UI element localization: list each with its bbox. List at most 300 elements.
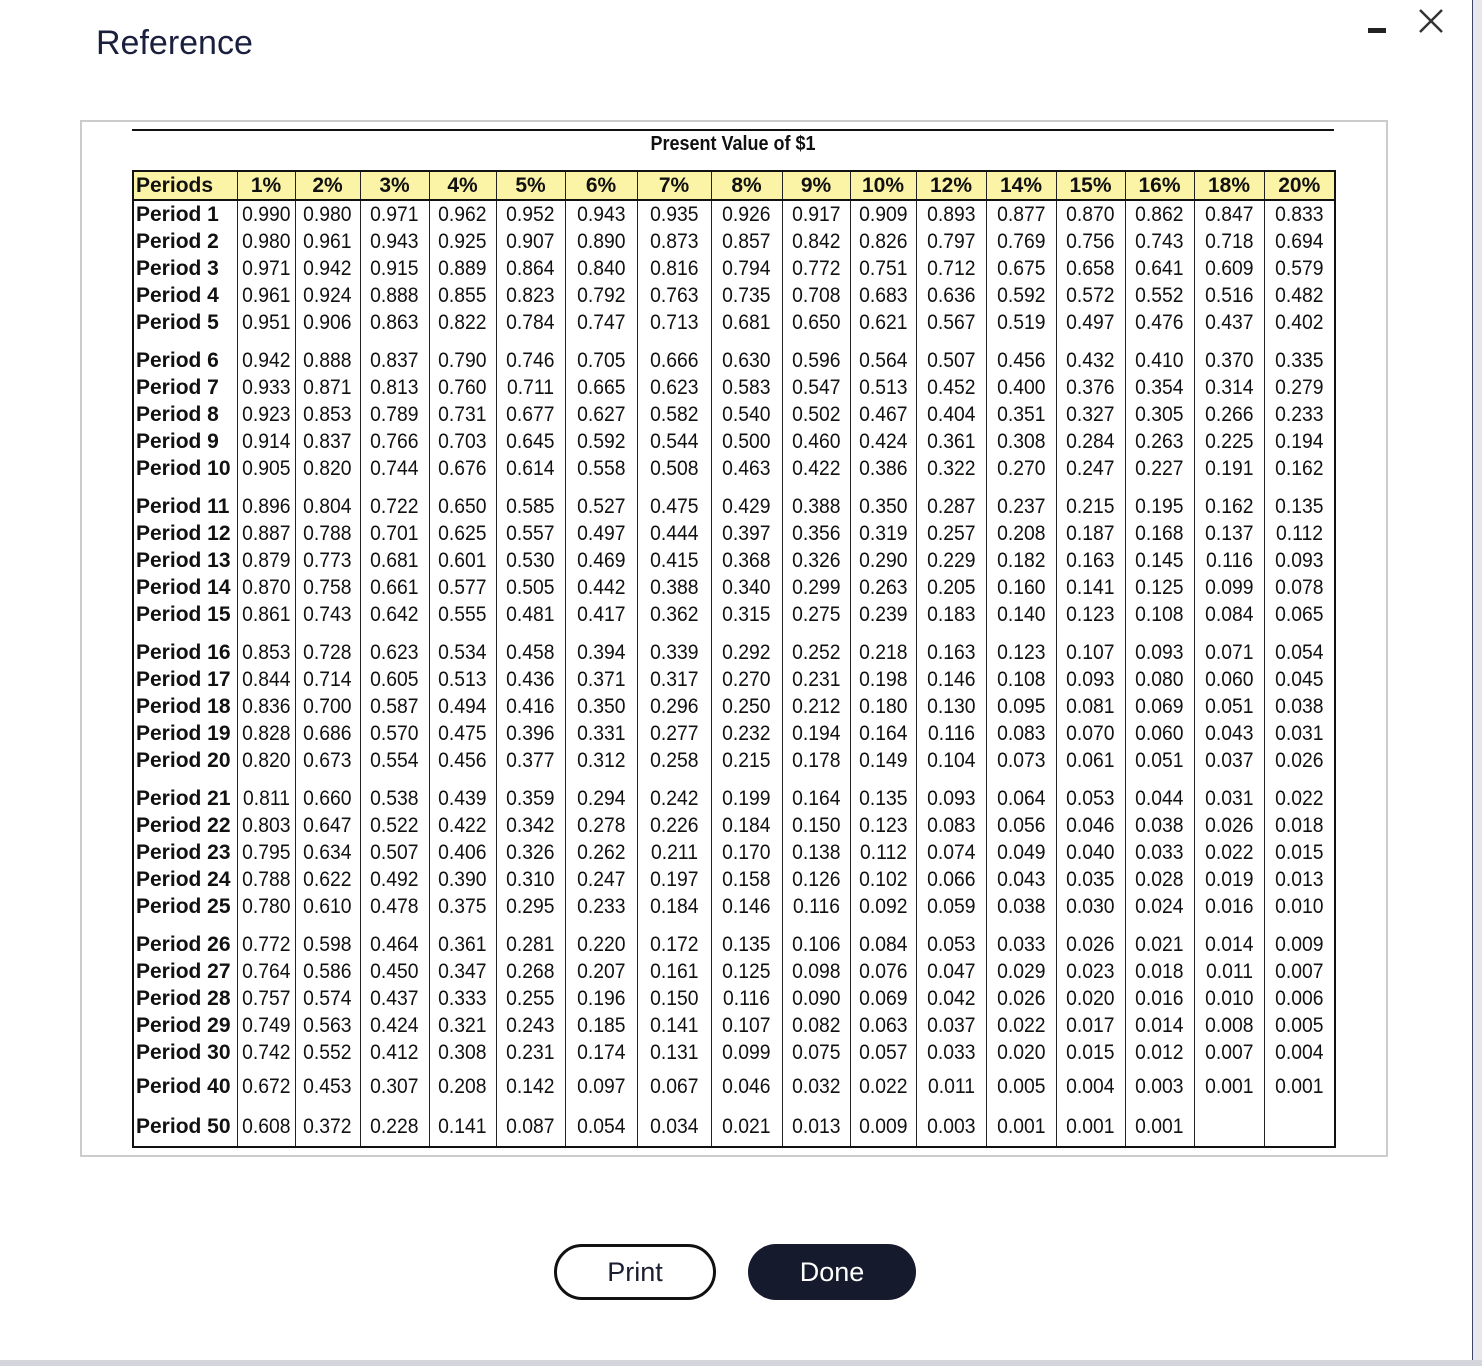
cell-value: 0.001: [1204, 1074, 1254, 1098]
table-cell: [782, 893, 850, 920]
cell-value: 0.675: [996, 257, 1046, 280]
table-cell: [429, 401, 496, 428]
table-cell: [986, 1106, 1056, 1147]
table-cell: [295, 812, 360, 839]
cell-value: 0.141: [649, 1014, 699, 1037]
cell-value: 0.032: [791, 1074, 841, 1098]
table-cell: [986, 455, 1056, 482]
cell-value: 0.116: [927, 722, 975, 745]
table-cell: [429, 601, 496, 628]
table-cell: [295, 628, 360, 666]
period-label: Period 17: [136, 668, 231, 691]
table-cell: [496, 255, 565, 282]
cell-value: 0.237: [996, 495, 1046, 518]
table-cell: [360, 747, 429, 774]
table-cell: [1125, 812, 1194, 839]
cell-value: 0.061: [1066, 749, 1115, 772]
cell-value: 0.126: [791, 868, 841, 891]
table-cell: [360, 309, 429, 336]
table-cell: [782, 455, 850, 482]
table-cell: [565, 1106, 637, 1147]
table-cell: [295, 774, 360, 812]
cell-value: 0.022: [996, 1014, 1046, 1037]
table-cell: [711, 839, 782, 866]
cell-value: 0.826: [858, 230, 908, 253]
column-header-rate: 9%: [782, 171, 850, 200]
cell-value: 0.887: [241, 522, 291, 545]
cell-value: 0.400: [996, 376, 1046, 399]
table-cell: [782, 547, 850, 574]
cell-value: 0.146: [926, 668, 976, 691]
table-cell: [1264, 455, 1335, 482]
cell-value: 0.033: [1135, 841, 1184, 864]
cell-value: 0.004: [1275, 1041, 1324, 1064]
cell-value: 0.961: [303, 230, 352, 253]
table-cell: [1194, 628, 1264, 666]
table-cell: [782, 666, 850, 693]
cell-value: 0.572: [1066, 284, 1115, 307]
table-cell: [1125, 693, 1194, 720]
table-cell: [295, 282, 360, 309]
cell-value: 0.361: [926, 430, 976, 453]
cell-value: 0.558: [576, 457, 626, 480]
cell-value: 0.001: [996, 1114, 1046, 1138]
table-cell: [782, 1106, 850, 1147]
cell-value: 0.735: [722, 284, 771, 307]
cell-value: 0.034: [649, 1114, 699, 1138]
table-cell: [496, 228, 565, 255]
cell-value: 0.022: [1204, 841, 1254, 864]
cell-value: 0.544: [649, 430, 699, 453]
cell-value: 0.614: [506, 457, 555, 480]
table-cell: [1194, 958, 1264, 985]
cell-value: 0.915: [370, 257, 419, 280]
cell-value: 0.326: [791, 549, 841, 572]
table-cell: [1125, 774, 1194, 812]
table-cell: [1056, 200, 1125, 228]
cell-value: 0.592: [576, 430, 626, 453]
table-row: [133, 628, 1335, 666]
table-cell: [429, 866, 496, 893]
table-cell: [295, 893, 360, 920]
table-cell: [237, 1012, 295, 1039]
cell-value: 0.833: [1275, 203, 1324, 226]
cell-value: 0.180: [858, 695, 908, 718]
cell-value: 0.160: [996, 576, 1046, 599]
cell-value: 0.795: [241, 841, 291, 864]
table-cell: [496, 1039, 565, 1066]
done-button[interactable]: Done: [748, 1244, 916, 1300]
table-cell: [1264, 228, 1335, 255]
cell-value: 0.312: [576, 749, 626, 772]
cell-value: 0.847: [1204, 203, 1254, 226]
table-cell: [237, 839, 295, 866]
table-cell: [360, 774, 429, 812]
cell-value: 0.257: [926, 522, 976, 545]
table-cell: [850, 547, 916, 574]
cell-value: 0.650: [438, 495, 487, 518]
cell-value: 0.681: [722, 311, 771, 334]
cell-value: 0.577: [438, 576, 487, 599]
table-cell: [1056, 920, 1125, 958]
table-cell: [237, 336, 295, 374]
table-cell: [782, 747, 850, 774]
cell-value: 0.123: [858, 814, 908, 837]
cell-value: 0.557: [506, 522, 555, 545]
table-cell: [850, 374, 916, 401]
table-cell: [295, 228, 360, 255]
table-cell: [1264, 839, 1335, 866]
cell-value: 0.076: [858, 960, 908, 983]
table-cell: [1056, 228, 1125, 255]
table-cell: [565, 1066, 637, 1106]
table-row: [133, 520, 1335, 547]
cell-value: 0.326: [506, 841, 555, 864]
cell-value: 0.701: [370, 522, 419, 545]
cell-value: 0.813: [370, 376, 419, 399]
table-cell: [237, 482, 295, 520]
cell-value: 0.855: [438, 284, 487, 307]
table-cell: [565, 720, 637, 747]
table-cell: [850, 628, 916, 666]
cell-value: 0.195: [1135, 495, 1184, 518]
table-cell: [360, 893, 429, 920]
cell-value: 0.917: [791, 203, 841, 226]
table-cell: [986, 520, 1056, 547]
table-cell: [1056, 893, 1125, 920]
cell-value: 0.456: [996, 349, 1046, 372]
cell-value: 0.924: [303, 284, 352, 307]
cell-value: 0.676: [438, 457, 487, 480]
table-cell: [565, 336, 637, 374]
table-cell: [496, 1106, 565, 1147]
cell-value: 0.744: [370, 457, 419, 480]
cell-value: 0.394: [576, 641, 626, 664]
close-icon[interactable]: [1416, 6, 1446, 36]
cell-value: 0.035: [1066, 868, 1115, 891]
table-cell: [237, 893, 295, 920]
cell-value: 0.356: [791, 522, 841, 545]
table-cell: [711, 482, 782, 520]
cell-value: 0.906: [303, 311, 352, 334]
table-cell: [916, 255, 986, 282]
table-cell: [637, 282, 711, 309]
period-label: Period 4: [136, 284, 219, 307]
cell-value: 0.870: [1066, 203, 1115, 226]
table-cell: [637, 255, 711, 282]
table-cell: [1264, 866, 1335, 893]
table-cell: [711, 401, 782, 428]
cell-value: 0.172: [649, 933, 699, 956]
cell-value: 0.194: [1275, 430, 1324, 453]
cell-value: 0.021: [1135, 933, 1184, 956]
table-cell: [565, 693, 637, 720]
table-cell: [1056, 374, 1125, 401]
cell-value: 0.233: [1275, 403, 1324, 426]
cell-value: 0.519: [996, 311, 1046, 334]
cell-value: 0.601: [438, 549, 487, 572]
cell-value: 0.424: [370, 1014, 419, 1037]
cell-value: 0.074: [926, 841, 976, 864]
cell-value: 0.756: [1066, 230, 1115, 253]
cell-value: 0.023: [1066, 960, 1115, 983]
cell-value: 0.416: [506, 695, 555, 718]
table-cell: [782, 255, 850, 282]
table-cell: [360, 574, 429, 601]
table-cell: [1125, 520, 1194, 547]
table-cell: [429, 200, 496, 228]
table-cell: [782, 428, 850, 455]
table-cell: [295, 255, 360, 282]
table-cell: [1125, 893, 1194, 920]
cell-value: 0.250: [722, 695, 771, 718]
cell-value: 0.284: [1066, 430, 1115, 453]
table-cell: [711, 200, 782, 228]
minimize-icon[interactable]: [1368, 20, 1390, 42]
table-cell: [782, 920, 850, 958]
cell-value: 0.758: [303, 576, 352, 599]
table-cell: [986, 200, 1056, 228]
table-cell: [916, 601, 986, 628]
print-button[interactable]: Print: [554, 1244, 716, 1300]
table-cell: [1056, 455, 1125, 482]
cell-value: 0.141: [438, 1114, 487, 1138]
cell-value: 0.647: [303, 814, 352, 837]
table-cell: [916, 693, 986, 720]
table-cell: [360, 547, 429, 574]
cell-value: 0.622: [303, 868, 352, 891]
table-cell: [986, 812, 1056, 839]
table-cell: [850, 666, 916, 693]
cell-value: 0.108: [996, 668, 1046, 691]
table-cell: [1125, 1066, 1194, 1106]
table-cell: [1125, 374, 1194, 401]
table-cell: [986, 228, 1056, 255]
cell-value: 0.437: [1204, 311, 1254, 334]
cell-value: 0.608: [241, 1114, 291, 1138]
table-cell: [565, 601, 637, 628]
table-cell: [637, 720, 711, 747]
cell-value: 0.410: [1135, 349, 1184, 372]
cell-value: 0.658: [1066, 257, 1115, 280]
table-cell: [637, 893, 711, 920]
table-cell: [565, 666, 637, 693]
period-label: Period 9: [136, 430, 219, 453]
table-cell: [986, 374, 1056, 401]
table-cell: [711, 666, 782, 693]
table-cell: [565, 547, 637, 574]
table-cell: [986, 401, 1056, 428]
cell-value: 0.208: [438, 1074, 487, 1098]
table-cell: [1125, 574, 1194, 601]
table-cell: [1194, 520, 1264, 547]
cell-value: 0.552: [303, 1041, 352, 1064]
table-title: Present Value of $1: [650, 133, 816, 155]
cell-value: 0.905: [241, 457, 291, 480]
table-cell: [986, 985, 1056, 1012]
table-cell: [850, 1106, 916, 1147]
table-cell: [637, 574, 711, 601]
cell-value: 0.292: [722, 641, 771, 664]
table-cell: [429, 482, 496, 520]
column-header-rate: 3%: [360, 171, 429, 200]
table-cell: [711, 547, 782, 574]
table-cell: [1125, 228, 1194, 255]
table-cell: [1125, 866, 1194, 893]
table-cell: [429, 839, 496, 866]
table-cell: [637, 228, 711, 255]
period-label: Period 24: [136, 868, 231, 891]
table-cell: [1056, 282, 1125, 309]
cell-value: 0.011: [1205, 960, 1253, 983]
cell-value: 0.464: [370, 933, 419, 956]
table-cell: [429, 774, 496, 812]
table-cell: [850, 958, 916, 985]
column-header-rate: 2%: [295, 171, 360, 200]
cell-value: 0.862: [1135, 203, 1184, 226]
cell-value: 0.281: [506, 933, 555, 956]
cell-value: 0.053: [926, 933, 976, 956]
cell-value: 0.942: [303, 257, 352, 280]
table-cell: [711, 774, 782, 812]
table-cell: [986, 958, 1056, 985]
table-cell: [916, 666, 986, 693]
cell-value: 0.951: [241, 311, 291, 334]
table-cell: [295, 1066, 360, 1106]
cell-value: 0.772: [791, 257, 841, 280]
cell-value: 0.208: [996, 522, 1046, 545]
table-cell: [295, 401, 360, 428]
period-label: Period 40: [136, 1074, 231, 1098]
period-label: Period 50: [136, 1114, 231, 1138]
table-cell: [782, 401, 850, 428]
table-cell: [916, 574, 986, 601]
cell-value: 0.093: [926, 787, 976, 810]
cell-value: 0.092: [858, 895, 908, 918]
table-cell: [782, 228, 850, 255]
table-cell: [986, 866, 1056, 893]
cell-value: 0.191: [1204, 457, 1254, 480]
cell-value: 0.377: [506, 749, 555, 772]
cell-value: 0.022: [858, 1074, 908, 1098]
cell-value: 0.582: [649, 403, 699, 426]
cell-value: 0.863: [370, 311, 419, 334]
period-label: Period 11: [136, 495, 230, 518]
table-cell: [237, 985, 295, 1012]
cell-value: 0.636: [926, 284, 976, 307]
table-cell: [986, 428, 1056, 455]
cell-value: 0.037: [926, 1014, 976, 1037]
cell-value: 0.106: [791, 933, 841, 956]
table-row: [133, 336, 1335, 374]
cell-value: 0.070: [1066, 722, 1115, 745]
cell-value: 0.554: [370, 749, 419, 772]
table-cell: [916, 1066, 986, 1106]
cell-value: 0.335: [1275, 349, 1324, 372]
table-cell: [1194, 282, 1264, 309]
table-cell: [916, 720, 986, 747]
table-cell: [1194, 309, 1264, 336]
cell-value: 0.893: [926, 203, 976, 226]
table-header-row: [133, 171, 1335, 200]
cell-value: 0.439: [438, 787, 487, 810]
table-cell: [360, 693, 429, 720]
period-label: Period 29: [136, 1014, 231, 1037]
table-cell: [237, 547, 295, 574]
period-label: Period 12: [136, 522, 231, 545]
cell-value: 0.013: [1275, 868, 1324, 891]
cell-value: 0.333: [438, 987, 487, 1010]
cell-value: 0.625: [438, 522, 487, 545]
cell-value: 0.760: [438, 376, 487, 399]
cell-value: 0.014: [1204, 933, 1254, 956]
table-cell: [986, 1039, 1056, 1066]
table-cell: [637, 666, 711, 693]
cell-value: 0.811: [242, 787, 290, 810]
cell-value: 0.797: [926, 230, 976, 253]
cell-value: 0.888: [303, 349, 352, 372]
table-cell: [986, 720, 1056, 747]
table-cell: [565, 1039, 637, 1066]
table-cell: [565, 401, 637, 428]
table-cell: [429, 747, 496, 774]
table-cell: [295, 601, 360, 628]
cell-value: 0.045: [1275, 668, 1324, 691]
table-cell: [1125, 666, 1194, 693]
table-cell: [637, 336, 711, 374]
cell-value: 0.820: [303, 457, 352, 480]
table-cell: [986, 336, 1056, 374]
table-row: [133, 255, 1335, 282]
table-cell: [237, 1106, 295, 1147]
cell-value: 0.359: [506, 787, 555, 810]
cell-value: 0.138: [791, 841, 841, 864]
table-row: [133, 547, 1335, 574]
table-cell: [565, 482, 637, 520]
table-cell: [1264, 720, 1335, 747]
table-cell: [637, 482, 711, 520]
cell-value: 0.422: [438, 814, 487, 837]
column-header-rate: 1%: [237, 171, 295, 200]
table-cell: [1194, 482, 1264, 520]
cell-value: 0.315: [722, 603, 771, 626]
cell-value: 0.870: [241, 576, 291, 599]
table-cell: [429, 455, 496, 482]
cell-value: 0.686: [303, 722, 352, 745]
cell-value: 0.587: [370, 695, 419, 718]
cell-value: 0.044: [1135, 787, 1184, 810]
table-cell: [850, 455, 916, 482]
cell-value: 0.452: [926, 376, 976, 399]
cell-value: 0.837: [303, 430, 352, 453]
table-cell: [295, 720, 360, 747]
cell-value: 0.093: [1066, 668, 1115, 691]
table-cell: [850, 812, 916, 839]
table-cell: [295, 1039, 360, 1066]
cell-value: 0.879: [241, 549, 291, 572]
cell-value: 0.268: [506, 960, 555, 983]
table-cell: [237, 812, 295, 839]
table-row: [133, 839, 1335, 866]
cell-value: 0.436: [506, 668, 555, 691]
table-cell: [916, 1039, 986, 1066]
table-cell: [637, 747, 711, 774]
cell-value: 0.102: [858, 868, 908, 891]
table-cell: [360, 374, 429, 401]
cell-value: 0.508: [649, 457, 699, 480]
table-cell: [1264, 200, 1335, 228]
cell-value: 0.375: [438, 895, 487, 918]
